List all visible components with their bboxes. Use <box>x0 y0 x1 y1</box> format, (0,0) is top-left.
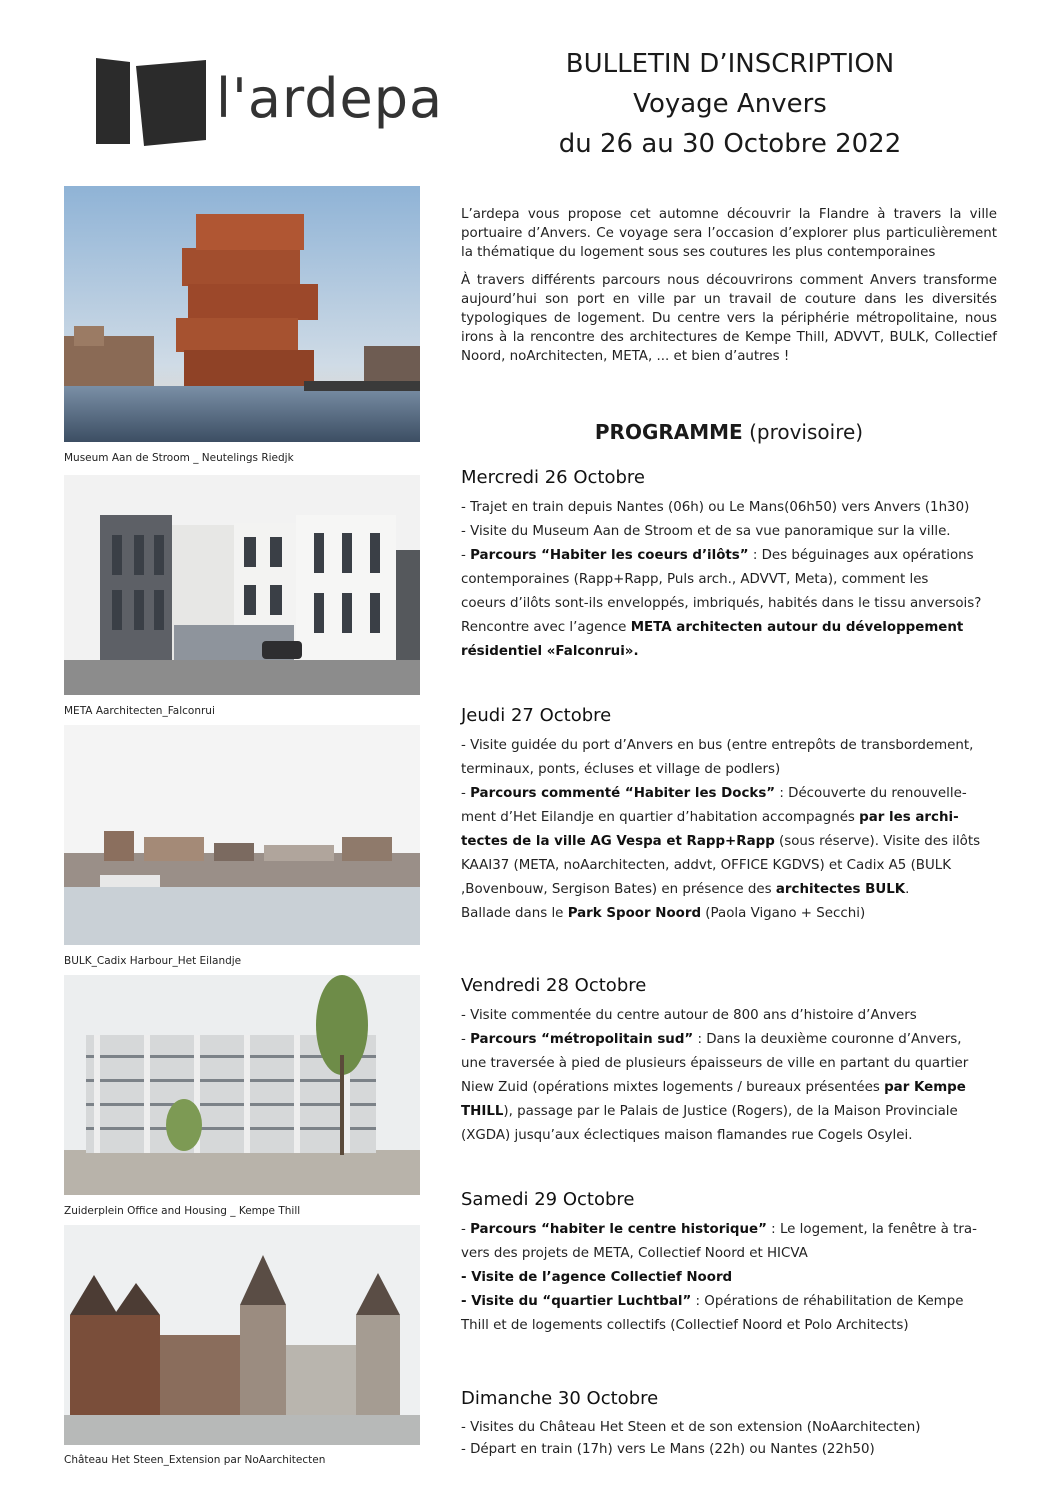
caption-photo-4: Zuiderplein Office and Housing _ Kempe Thill <box>64 1205 301 1217</box>
day-line: - Visite guidée du port d’Anvers en bus (entre entrepôts de transbordement, <box>461 738 974 753</box>
day-line: terminaux, ponts, écluses et village de podlers) <box>461 762 781 777</box>
intro-paragraph-1: L’ardepa vous propose cet automne découvrir la Flandre à travers la ville portuaire d’Anvers. Ce voyage sera l’occasion d’explorer plus particulièrement la thématique du logement sous ses coutures les plus contemporaines <box>461 207 997 260</box>
caption-photo-3: BULK_Cadix Harbour_Het Eilandje <box>64 955 242 967</box>
day-title: Dimanche 30 Octobre <box>461 1388 659 1409</box>
day-line: - Départ en train (17h) vers Le Mans (22h) ou Nantes (22h50) <box>461 1442 875 1457</box>
day-line: - Trajet en train depuis Nantes (06h) ou Le Mans(06h50) vers Anvers (1h30) <box>461 500 970 515</box>
day-title: Mercredi 26 Octobre <box>461 467 645 488</box>
day-line: contemporaines (Rapp+Rapp, Puls arch., ADVVT, Meta), comment les <box>461 572 929 587</box>
day-line: résidentiel «Falconrui». <box>461 644 639 659</box>
day-line: Ballade dans le Park Spoor Noord (Paola Vigano + Secchi) <box>461 906 866 921</box>
day-samedi <box>461 1189 1006 1338</box>
photo-zuiderplein <box>64 975 420 1195</box>
logo-text: l'ardepa <box>216 67 444 130</box>
day-line: une traversée à pied de plusieurs épaisseurs de ville en partant du quartier <box>461 1056 969 1071</box>
ardepa-logo <box>96 58 444 148</box>
header-trip: Voyage Anvers <box>633 89 827 119</box>
day-line: - Parcours commenté “Habiter les Docks” : Découverte du renouvelle- <box>461 786 967 801</box>
day-line: - Parcours “habiter le centre historique” : Le logement, la fenêtre à tra- <box>461 1222 977 1237</box>
day-line: Thill et de logements collectifs (Collectief Noord et Polo Architects) <box>461 1318 909 1333</box>
day-line: (XGDA) jusqu’aux éclectiques maison flamandes rue Cogels Osylei. <box>461 1128 913 1143</box>
day-line: coeurs d’ilôts sont-ils enveloppés, imbriqués, habités dans le tissu anversois? <box>461 596 982 611</box>
day-line: - Parcours “métropolitain sud” : Dans la deuxième couronne d’Anvers, <box>461 1032 962 1047</box>
day-line: Rencontre avec l’agence META architecten autour du développement <box>461 620 964 635</box>
day-line: - Parcours “Habiter les coeurs d’ilôts” : Des béguinages aux opérations <box>461 548 974 563</box>
header-dates: du 26 au 30 Octobre 2022 <box>558 129 902 159</box>
day-line: ment d’Het Eilandje en quartier d’habitation accompagnés par les archi- <box>461 810 959 825</box>
photo-museum-aan-de-stroom <box>64 186 420 442</box>
day-mercredi <box>461 467 1006 664</box>
caption-photo-2: META Aarchitecten_Falconrui <box>64 705 215 717</box>
caption-photo-1: Museum Aan de Stroom _ Neutelings Riedjk <box>64 452 294 464</box>
document-header <box>480 44 980 164</box>
day-line: - Visite du Museum Aan de Stroom et de sa vue panoramique sur la ville. <box>461 524 951 539</box>
day-title: Samedi 29 Octobre <box>461 1189 635 1210</box>
intro-text <box>461 205 997 375</box>
day-line: KAAI37 (META, noAarchitecten, addvt, OFFICE KGDVS) et Cadix A5 (BULK <box>461 858 952 873</box>
header-title: BULLETIN D’INSCRIPTION <box>565 49 895 79</box>
programme-title <box>461 420 997 444</box>
day-line: - Visites du Château Het Steen et de son extension (NoAarchitecten) <box>461 1420 921 1435</box>
photo-chateau-het-steen <box>64 1225 420 1445</box>
day-jeudi <box>461 705 1006 926</box>
day-line: - Visite de l’agence Collectief Noord <box>461 1270 733 1285</box>
day-line: - Visite du “quartier Luchtbal” : Opérations de réhabilitation de Kempe <box>461 1294 964 1309</box>
day-vendredi <box>461 975 1006 1148</box>
programme-label: PROGRAMME <box>594 420 743 444</box>
day-line: ,Bovenbouw, Sergison Bates) en présence des architectes BULK. <box>461 882 910 897</box>
caption-photo-5: Château Het Steen_Extension par NoAarchitecten <box>64 1454 326 1466</box>
day-title: Jeudi 27 Octobre <box>461 705 612 726</box>
day-line: vers des projets de META, Collectief Noord et HICVA <box>461 1246 808 1261</box>
day-line: - Visite commentée du centre autour de 800 ans d’histoire d’Anvers <box>461 1008 917 1023</box>
photo-meta-falconrui <box>64 475 420 695</box>
day-dimanche <box>461 1388 1006 1461</box>
logo-mark-icon <box>96 58 216 148</box>
photo-bulk-cadix-harbour <box>64 725 420 945</box>
day-line: THILL), passage par le Palais de Justice (Rogers), de la Maison Provinciale <box>461 1104 958 1119</box>
day-line: Niew Zuid (opérations mixtes logements / bureaux présentées par Kempe <box>461 1080 966 1095</box>
day-line: tectes de la ville AG Vespa et Rapp+Rapp (sous réserve). Visite des ilôts <box>461 834 981 849</box>
day-title: Vendredi 28 Octobre <box>461 975 647 996</box>
programme-subtitle: (provisoire) <box>749 420 864 444</box>
intro-paragraph-2: À travers différents parcours nous découvrirons comment Anvers transforme aujourd’hui son port en ville par un travail de couture dans les diversités typologiques de logement. Du centre vers la périphérie métropolitaine, nous irons à la rencontre des architectures de Kempe Thill, ADVVT, BULK, Collectief Noord, noArchitecten, META, ... et bien d’autres ! <box>461 273 997 364</box>
